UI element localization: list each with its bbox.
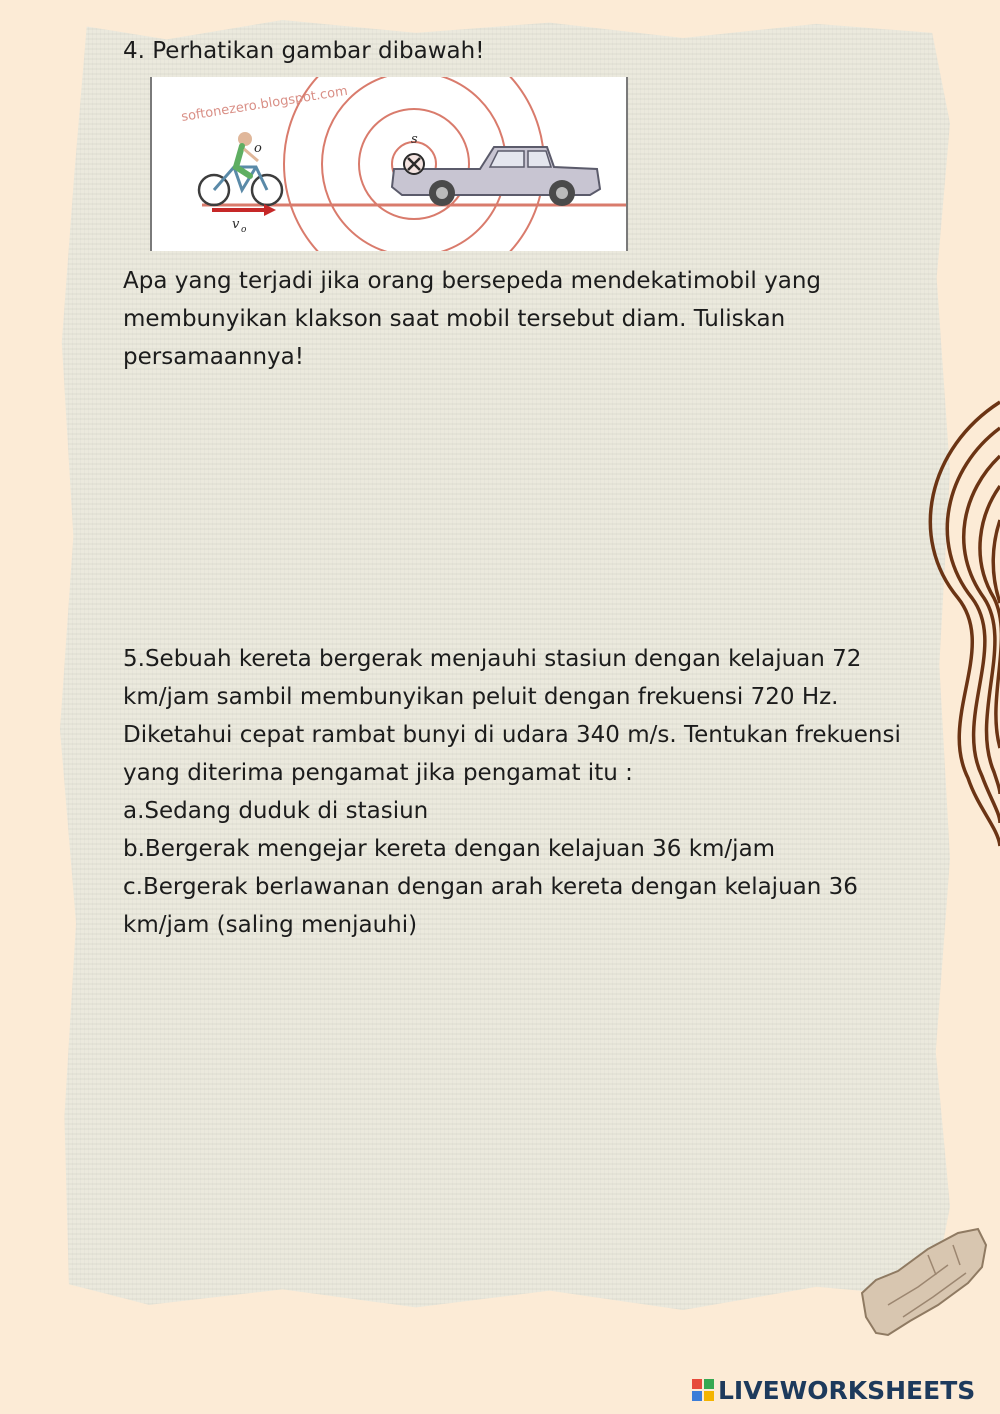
liveworksheets-brand[interactable] <box>692 1372 975 1408</box>
cyclist-icon <box>199 132 282 205</box>
question-4-heading: 4. Perhatikan gambar dibawah! <box>123 38 485 64</box>
source-label: s <box>411 132 418 147</box>
question-5-option-a: a.Sedang duduk di stasiun <box>123 798 429 824</box>
question-5-option-b: b.Bergerak mengejar kereta dengan kelajuan 36 km/jam <box>123 836 776 862</box>
brand-logo-icon <box>692 1379 714 1401</box>
watermark-text: softonezero.blogspot.com <box>180 83 349 125</box>
doppler-illustration <box>152 77 626 251</box>
question-5-option-c-cont: km/jam (saling menjauhi) <box>123 912 418 938</box>
question-5-line-3: Diketahui cepat rambat bunyi di udara 340 m/s. Tentukan frekuensi <box>123 722 901 748</box>
question-5-option-c: c.Bergerak berlawanan dengan arah kereta dengan kelajuan 36 <box>123 874 858 900</box>
map-scrap-icon <box>858 1225 990 1340</box>
question-5-line-4: yang diterima pengamat jika pengamat itu : <box>123 760 633 786</box>
velocity-label: v <box>232 217 240 232</box>
question-4-line-1: Apa yang terjadi jika orang bersepeda mendekatimobil yang <box>123 268 821 294</box>
velocity-subscript: o <box>241 225 247 235</box>
question-4-line-3: persamaannya! <box>123 344 304 370</box>
question-5-line-2: km/jam sambil membunyikan peluit dengan frekuensi 720 Hz. <box>123 684 839 710</box>
truck-icon <box>392 147 600 206</box>
question-4-line-2: membunyikan klakson saat mobil tersebut diam. Tuliskan <box>123 306 786 332</box>
wave-decoration-icon <box>918 398 1000 850</box>
observer-label: o <box>254 141 262 156</box>
question-5-line-1: 5.Sebuah kereta bergerak menjauhi stasiun dengan kelajuan 72 <box>123 646 862 672</box>
brand-name: LIVEWORKSHEETS <box>718 1375 976 1405</box>
doppler-figure <box>150 77 628 251</box>
